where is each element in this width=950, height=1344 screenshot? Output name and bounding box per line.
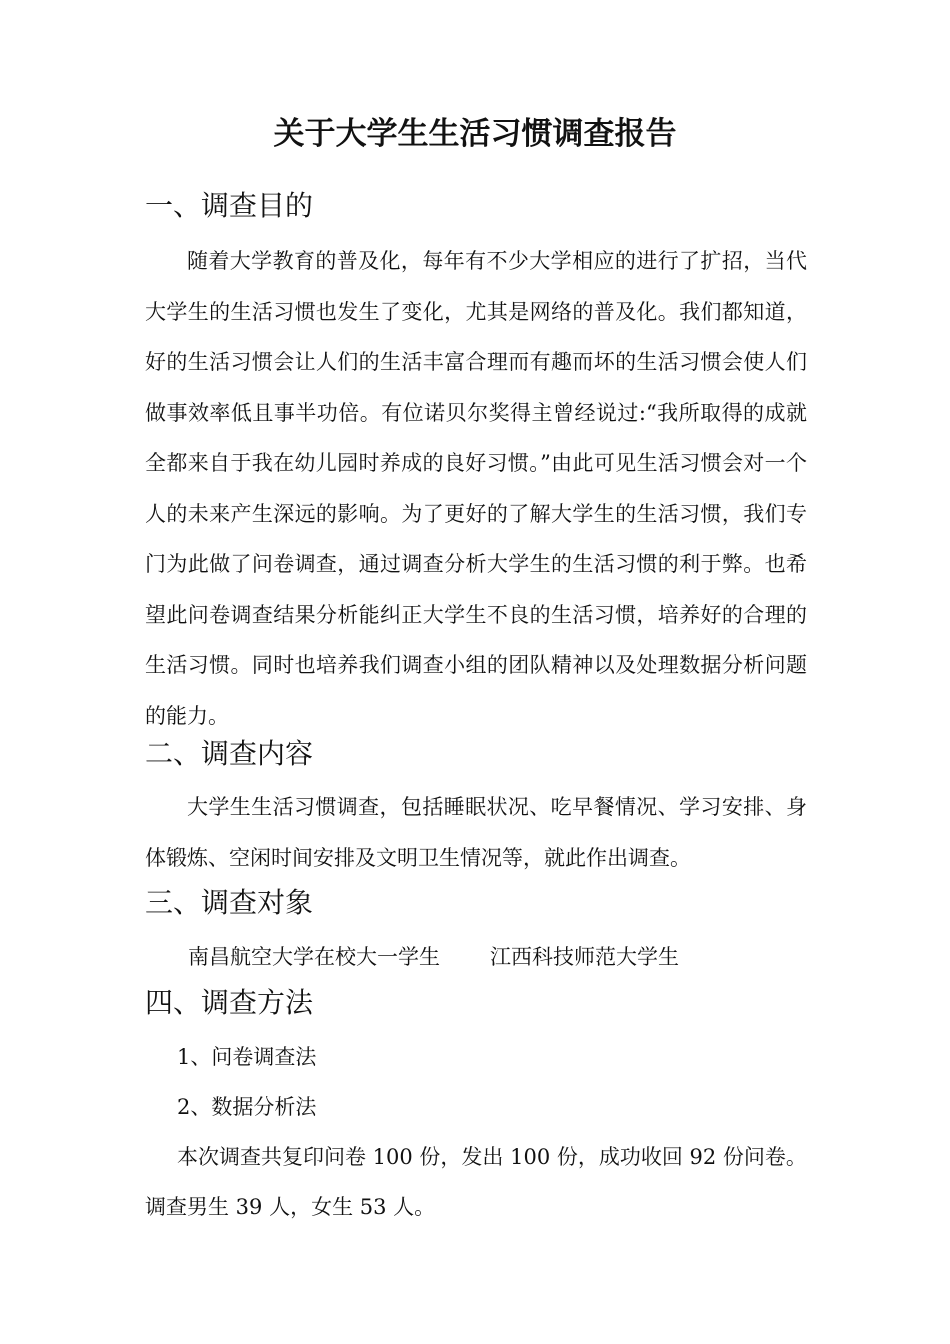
survey-summary-line2: 调查男生 39 人，女生 53 人。 — [145, 1195, 436, 1219]
section-heading-content: 二、调查内容 — [145, 737, 314, 770]
method-item-questionnaire: 1、问卷调查法 — [177, 1045, 317, 1069]
paragraph-purpose: 随着大学教育的普及化，每年有不少大学相应的进行了扩招，当代大学生的生活习惯也发生了变化，尤其是网络的普及化。我们都知道，好的生活习惯会让人们的生活丰富合理而有趣而坏的生活习惯会使人们做事效率低且事半功倍。有位诺贝尔奖得主曾经说过:“我所取得的成就全都来自于我在幼儿园时养成的良好习惯。”由此可见生活习惯会对一个人的未来产生深远的影响。为了更好的了解大学生的生活习惯，我们专门为此做了问卷调查，通过调查分析大学生的生活习惯的利于弊。也希望此问卷调查结果分析能纠正大学生不良的生活习惯，培养好的合理的生活习惯。同时也培养我们调查小组的团队精神以及处理数据分析问题的能力。 — [145, 249, 807, 728]
survey-summary-line1: 本次调查共复印问卷 100 份，发出 100 份，成功收回 92 份问卷。 — [177, 1145, 807, 1169]
method-item-data-analysis: 2、数据分析法 — [177, 1095, 317, 1119]
section-heading-purpose: 一、调查目的 — [145, 189, 314, 222]
section-heading-subjects: 三、调查对象 — [145, 886, 314, 919]
section-heading-method: 四、调查方法 — [145, 986, 314, 1019]
document-title: 关于大学生生活习惯调查报告 — [273, 116, 677, 152]
subject-item-jiangxi: 江西科技师范大学生 — [490, 945, 679, 969]
subject-item-nanchang: 南昌航空大学在校大一学生 — [188, 945, 440, 969]
paragraph-content: 大学生生活习惯调查，包括睡眠状况、吃早餐情况、学习安排、身体锻炼、空闲时间安排及文明卫生情况等，就此作出调查。 — [145, 795, 807, 870]
